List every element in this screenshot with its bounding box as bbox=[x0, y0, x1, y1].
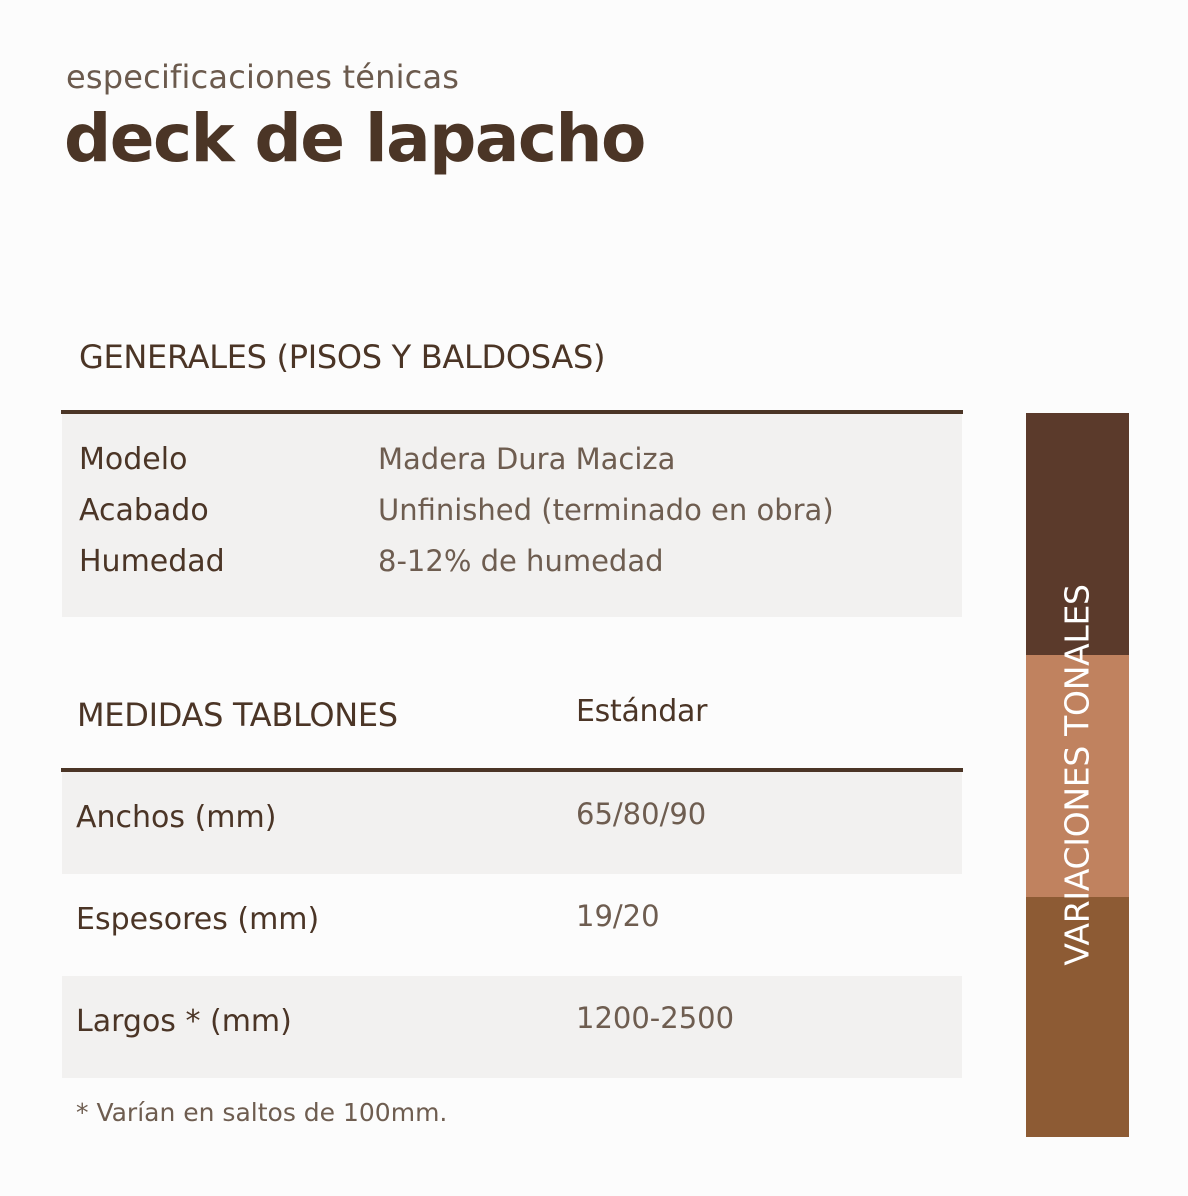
medidas-value: 19/20 bbox=[576, 899, 660, 933]
medidas-row-anchos bbox=[62, 772, 962, 874]
tonal-variations-label bbox=[1026, 413, 1129, 1137]
medidas-row-espesores bbox=[62, 874, 962, 976]
generales-value: Unfinished (terminado en obra) bbox=[378, 493, 834, 527]
generales-label: Acabado bbox=[79, 493, 209, 528]
medidas-value: 1200-2500 bbox=[576, 1001, 735, 1035]
medidas-column-heading: Estándar bbox=[576, 694, 708, 729]
page-title: deck de lapacho bbox=[64, 100, 645, 177]
generales-label: Modelo bbox=[79, 442, 188, 477]
medidas-value: 65/80/90 bbox=[576, 797, 707, 831]
tonal-variations-text: VARIACIONES TONALES bbox=[1057, 584, 1097, 966]
medidas-label: Largos * (mm) bbox=[76, 1004, 292, 1039]
medidas-heading: MEDIDAS TABLONES bbox=[77, 696, 398, 734]
generales-value: 8-12% de humedad bbox=[378, 544, 664, 578]
medidas-label: Espesores (mm) bbox=[76, 902, 320, 937]
page-subtitle: especificaciones ténicas bbox=[66, 58, 460, 96]
generales-heading: GENERALES (PISOS Y BALDOSAS) bbox=[79, 338, 606, 376]
medidas-label: Anchos (mm) bbox=[76, 800, 277, 835]
footnote: * Varían en saltos de 100mm. bbox=[76, 1098, 448, 1127]
generales-label: Humedad bbox=[79, 544, 225, 579]
generales-value: Madera Dura Maciza bbox=[378, 442, 676, 476]
medidas-row-largos bbox=[62, 976, 962, 1078]
generales-table bbox=[62, 414, 962, 617]
